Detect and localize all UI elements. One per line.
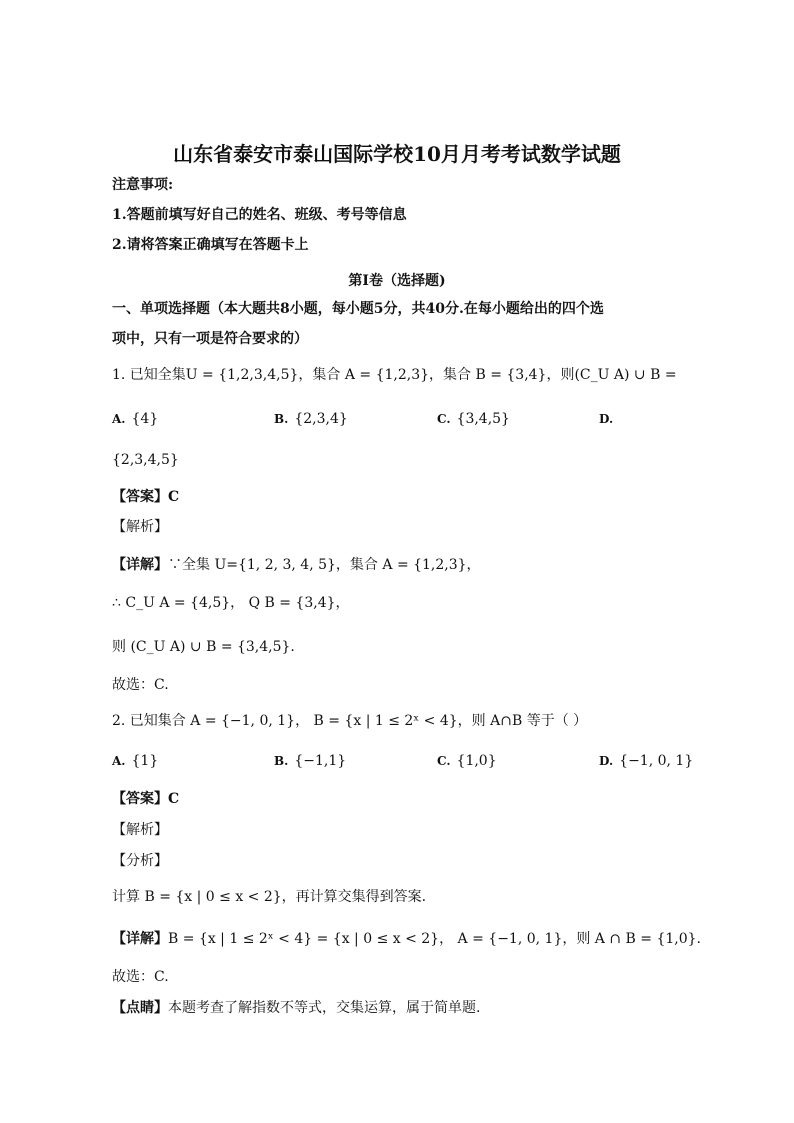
q2-option-a-text: {1} bbox=[131, 753, 159, 769]
q1-option-d-text: {2,3,4,5} bbox=[112, 452, 179, 468]
q2-detail-text: B = {x | 1 ≤ 2ˣ < 4} = {x | 0 ≤ x < 2}， A = {−1, 0, 1}，则 A ∩ B = {1,0}. bbox=[168, 931, 701, 947]
q1-detail-2: ∴ C_U A = {4,5}， Q B = {3,4}， bbox=[112, 595, 350, 611]
q2-answer-label: 【答案】 bbox=[112, 791, 168, 807]
part1-instructions-line1: 一、单项选择题（本大题共8小题，每小题5分，共40分.在每小题给出的四个选 bbox=[112, 301, 604, 317]
q2-analysis-label: 【解析】 bbox=[112, 822, 168, 838]
q2-dianjing bbox=[112, 999, 480, 1017]
q2-dianjing-text: 本题考查了解指数不等式，交集运算，属于简单题. bbox=[168, 1000, 481, 1016]
q2-option-d-letter: D. bbox=[599, 754, 614, 768]
q2-option-a bbox=[112, 752, 158, 770]
q2-option-d bbox=[599, 752, 693, 770]
q1-option-a bbox=[112, 410, 158, 428]
notes-item-1: 1.答题前填写好自己的姓名、班级、考号等信息 bbox=[112, 207, 407, 223]
q1-answer bbox=[112, 488, 179, 506]
q1-option-d-letter: D. bbox=[599, 412, 614, 426]
q1-option-d bbox=[599, 410, 619, 428]
q2-option-b-letter: B. bbox=[274, 754, 289, 768]
q1-option-b bbox=[274, 410, 348, 428]
notes-item-2: 2.请将答案正确填写在答题卡上 bbox=[112, 237, 309, 253]
q2-stem: 2. 已知集合 A = {−1, 0, 1}， B = {x | 1 ≤ 2ˣ < 4}，则 A∩B 等于（ ） bbox=[112, 713, 588, 729]
q2-option-d-text: {−1, 0, 1} bbox=[619, 753, 694, 769]
q2-option-b bbox=[274, 752, 346, 770]
q1-analysis-label: 【解析】 bbox=[112, 519, 168, 535]
q2-answer bbox=[112, 790, 179, 808]
q1-option-c-letter: C. bbox=[437, 412, 451, 426]
q1-conclusion: 故选：C. bbox=[112, 677, 169, 693]
q1-option-b-text: {2,3,4} bbox=[294, 411, 348, 427]
q2-detail-label: 【详解】 bbox=[112, 931, 168, 947]
q2-answer-value: C bbox=[168, 791, 180, 807]
q2-dianjing-label: 【点睛】 bbox=[112, 1000, 168, 1016]
q1-detail-1-text: ∵全集 U={1, 2, 3, 4, 5}，集合 A = {1,2,3}， bbox=[168, 557, 481, 573]
q2-fenxi-label: 【分析】 bbox=[112, 853, 168, 869]
q2-detail bbox=[112, 930, 701, 948]
q2-option-a-letter: A. bbox=[112, 754, 126, 768]
q1-option-a-letter: A. bbox=[112, 412, 126, 426]
notes-heading: 注意事项: bbox=[112, 177, 174, 193]
q1-detail-label: 【详解】 bbox=[112, 557, 168, 573]
q1-stem: 1. 已知全集U = {1,2,3,4,5}，集合 A = {1,2,3}，集合 B = {3,4}，则(C_U A) ∪ B = bbox=[112, 367, 677, 383]
q2-option-c bbox=[437, 752, 497, 770]
q1-option-c-text: {3,4,5} bbox=[456, 411, 510, 427]
q2-fenxi-text: 计算 B = {x | 0 ≤ x < 2}，再计算交集得到答案. bbox=[112, 889, 427, 905]
q2-option-b-text: {−1,1} bbox=[294, 753, 347, 769]
q1-option-a-text: {4} bbox=[131, 411, 159, 427]
q2-option-c-letter: C. bbox=[437, 754, 451, 768]
q1-detail-3: 则 (C_U A) ∪ B = {3,4,5}. bbox=[112, 639, 295, 655]
q2-option-c-text: {1,0} bbox=[456, 753, 497, 769]
q1-option-b-letter: B. bbox=[274, 412, 289, 426]
q1-answer-label: 【答案】 bbox=[112, 489, 168, 505]
q1-answer-value: C bbox=[168, 489, 180, 505]
page-title: 山东省泰安市泰山国际学校10月月考考试数学试题 bbox=[173, 142, 621, 166]
q1-detail-1 bbox=[112, 556, 481, 574]
part1-instructions-line2: 项中，只有一项是符合要求的） bbox=[112, 331, 308, 347]
q1-option-c bbox=[437, 410, 510, 428]
q2-conclusion: 故选：C. bbox=[112, 969, 169, 985]
section-heading: 第I卷（选择题) bbox=[348, 273, 446, 289]
